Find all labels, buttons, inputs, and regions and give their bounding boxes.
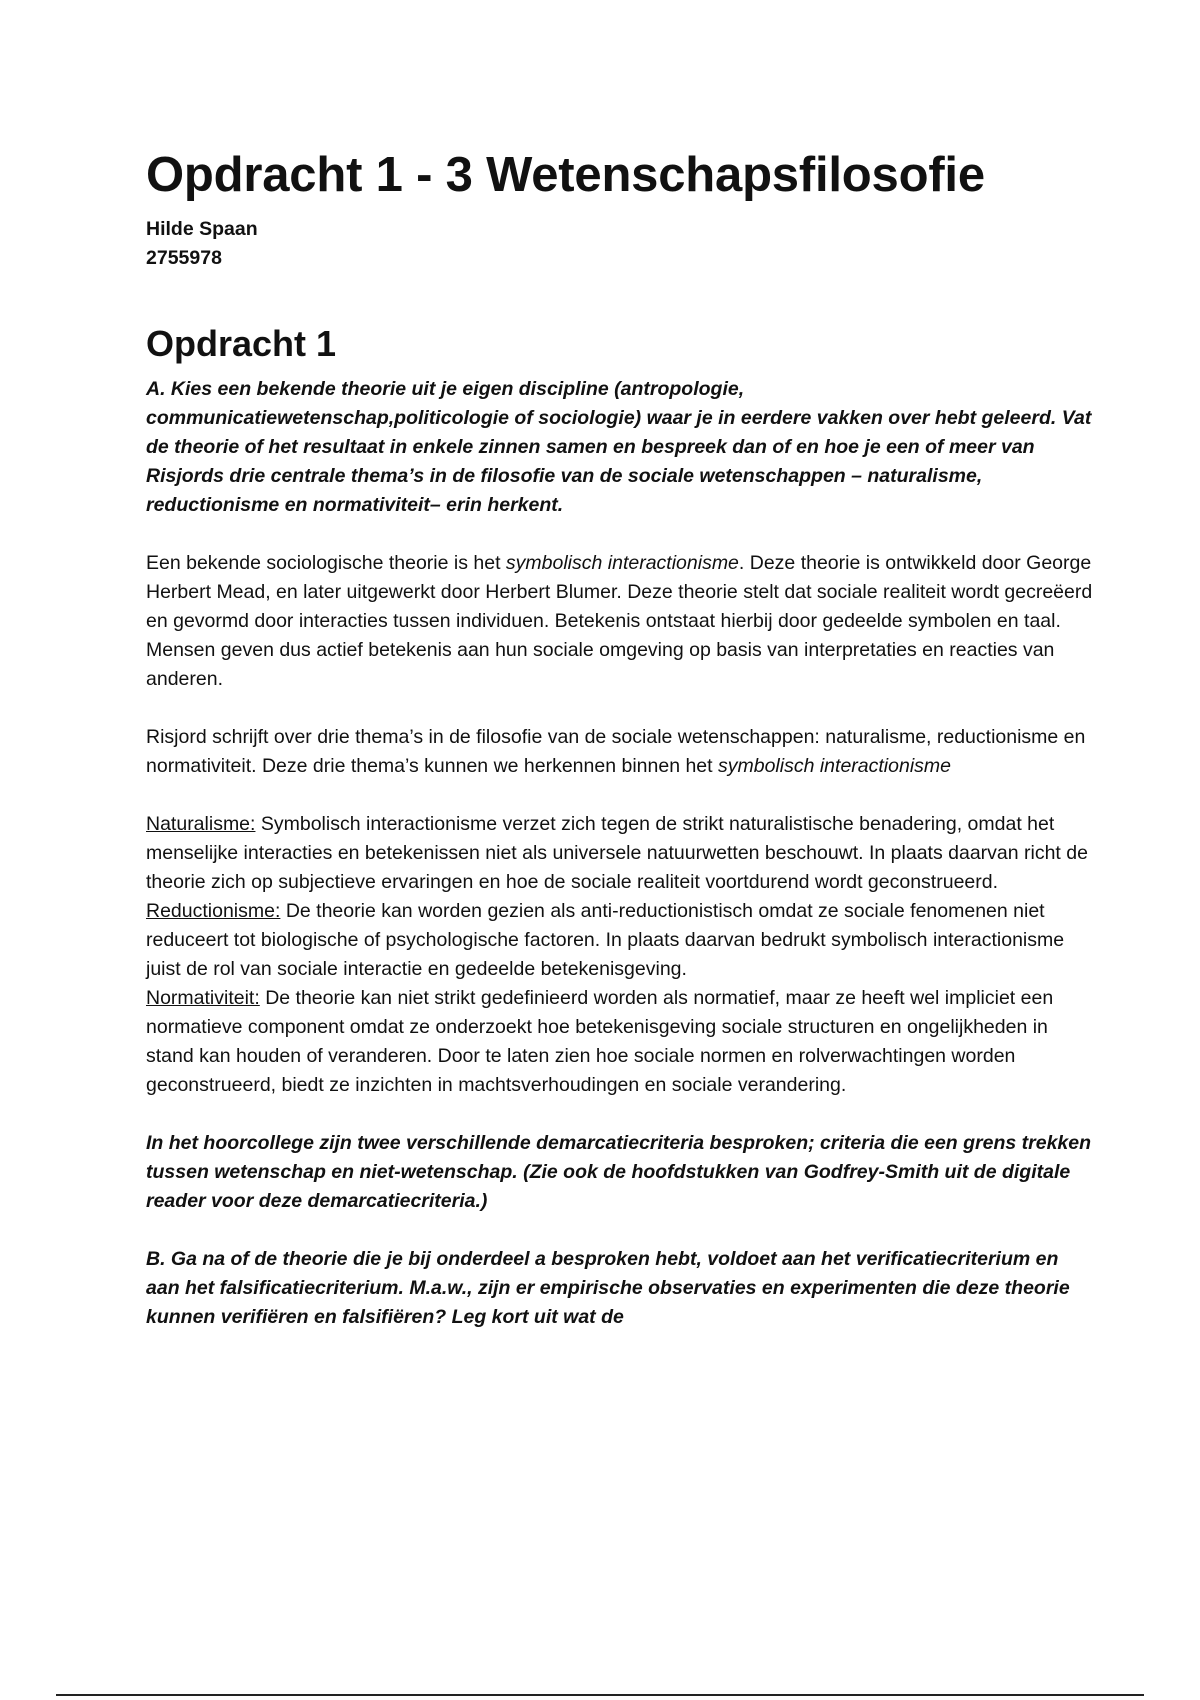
theme-text: De theorie kan niet strikt gedefinieerd worden als normatief, maar ze heeft wel impliciet een normatieve component omdat ze onderzoekt hoe betekenisgeving sociale structuren en ongelijkheden in stand kan houden of veranderen. Door te laten zien hoe sociale normen en rolverwachtingen worden geconstrueerd, biedt ze inzichten in machtsverhoudingen en sociale verandering. [146, 987, 1054, 1096]
document-page [146, 145, 1096, 1332]
paragraph-text: Risjord schrijft over drie thema’s in de filosofie van de sociale wetenschappen: naturalisme, reductionisme en normativiteit. Deze drie thema’s kunnen we herkennen binnen het [146, 726, 1086, 777]
document-title: Opdracht 1 - 3 Wetenschapsfilosofie [146, 148, 985, 202]
paragraph-three-themes [146, 723, 1096, 781]
question-a: A. Kies een bekende theorie uit je eigen discipline (antropologie, communicatiewetenschap,politicologie of sociologie) waar je in eerdere vakken over hebt geleerd. Vat de theorie of het resultaat in enkele zinnen samen en bespreek dan of en hoe je een of meer van Risjords drie centrale thema’s in de filosofie van de sociale wetenschappen – naturalisme, reductionisme en normativiteit– erin herkent. [146, 378, 1092, 516]
spacer [146, 1100, 1096, 1129]
theme-text: Symbolisch interactionisme verzet zich tegen de strikt naturalistische benadering, omdat het menselijke interacties en betekenissen niet als universele natuurwetten beschouwt. In plaats daarvan richt de theorie zich op subjectieve ervaringen en hoe de sociale realiteit voortdurend wordt geconstrueerd. [146, 813, 1088, 893]
author-name: Hilde Spaan [146, 218, 258, 240]
author-block [146, 215, 1096, 273]
spacer [146, 1216, 1096, 1245]
spacer [146, 781, 1096, 810]
section-heading: Opdracht 1 [146, 323, 337, 364]
theme-label: Normativiteit: [146, 987, 260, 1009]
paragraph-text: Een bekende sociologische theorie is het [146, 552, 506, 574]
page-divider [56, 1694, 1144, 1696]
demarcation-intro: In het hoorcollege zijn twee verschillende demarcatiecriteria besproken; criteria die een grens trekken tussen wetenschap en niet-wetenschap. (Zie ook de hoofdstukken van Godfrey-Smith uit de digitale reader voor deze demarcatiecriteria.) [146, 1132, 1092, 1212]
theme-reductionisme [146, 897, 1096, 984]
theme-label: Naturalisme: [146, 813, 256, 835]
paragraph-text: . Deze theorie is ontwikkeld door George Herbert Mead, en later uitgewerkt door Herbert Blumer. Deze theorie stelt dat sociale realiteit wordt gecreëerd en gevormd door interacties tussen individuen. Betekenis ontstaat hierbij door gedeelde symbolen en taal. Mensen geven dus actief betekenis aan hun sociale omgeving op basis van interpretaties en reacties van anderen. [146, 552, 1093, 690]
question-b: B. Ga na of de theorie die je bij onderdeel a besproken hebt, voldoet aan het verificatiecriterium en aan het falsificatiecriterium. M.a.w., zijn er empirische observaties en experimenten die deze theorie kunnen verifiëren en falsifiëren? Leg kort uit wat de [146, 1248, 1070, 1328]
student-number: 2755978 [146, 247, 222, 269]
emphasis-term: symbolisch interactionisme [505, 552, 739, 574]
theme-naturalisme [146, 810, 1096, 897]
spacer [146, 520, 1096, 549]
theme-text: De theorie kan worden gezien als anti-reductionistisch omdat ze sociale fenomenen niet reduceert tot biologische of psychologische factoren. In plaats daarvan bedrukt symbolisch interactionisme juist de rol van sociale interactie en gedeelde betekenisgeving. [146, 900, 1065, 980]
emphasis-term: symbolisch interactionisme [717, 755, 951, 777]
spacer [146, 694, 1096, 723]
theme-normativiteit [146, 984, 1096, 1100]
paragraph-theory-summary [146, 549, 1096, 694]
theme-label: Reductionisme: [146, 900, 281, 922]
